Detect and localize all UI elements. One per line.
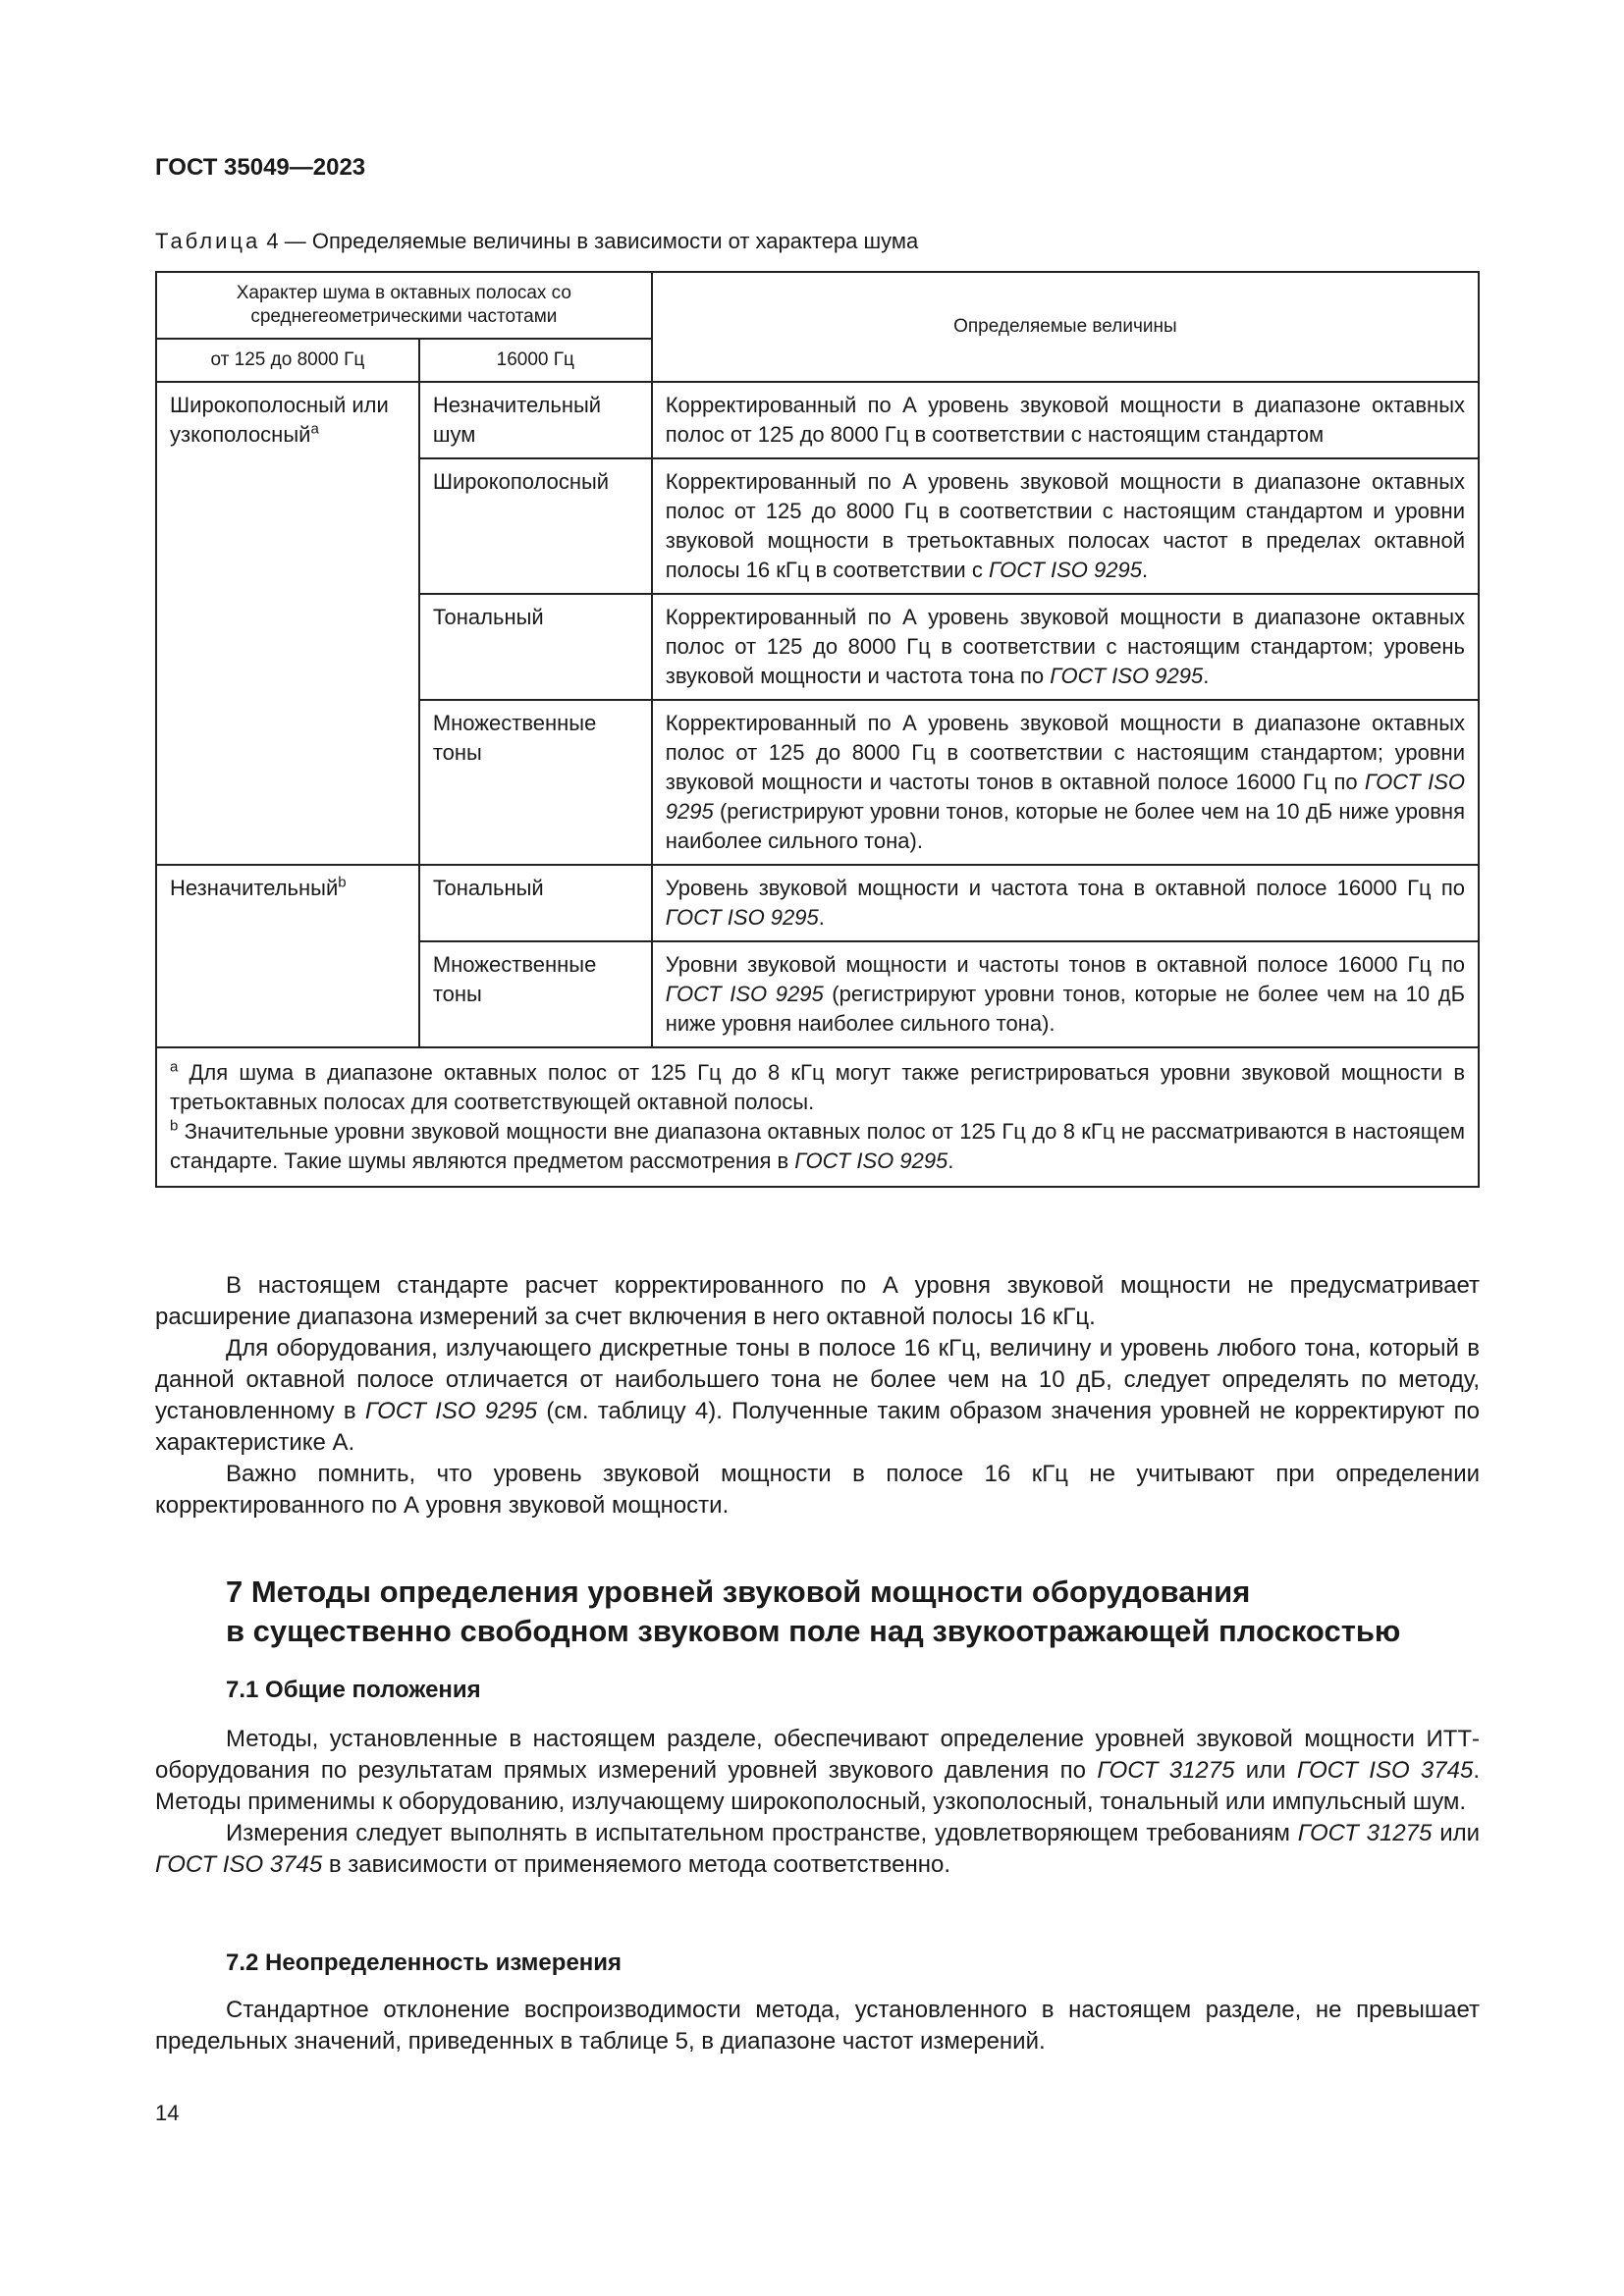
paragraph-2: Для оборудования, излучающего дискретные тоны в полосе 16 кГц, величину и уровень любого тона, который в данной октавной полосе отличается от наибольшего тона не более чем на 10 дБ, следует определять по методу, установленному в ГОСТ ISO 9295 (см. таблицу 4). Полученные таким образом значения уровней не корректируют по характеристике А.	[155, 1335, 1480, 1456]
table-caption-word: Таблица	[155, 229, 261, 253]
paragraph-7-1-1: Методы, установленные в настоящем разделе, обеспечивают определение уровней звуковой мощности ИТТ-оборудования по результатам прямых измерений уровней звукового давления по ГОСТ 31275 или ГОСТ ISO 3745. Методы применимы к оборудованию, излучающему широкополосный, узкополосный, тональный или импульсный шум.	[155, 1726, 1480, 1815]
table-footnotes	[156, 1047, 1479, 1187]
table-header-row	[156, 272, 1479, 339]
subsection-7-2-title: 7.2 Неопределенность измерения	[226, 1949, 623, 1976]
row5-col2: Тональный	[419, 865, 652, 941]
document-code: ГОСТ 35049—2023	[155, 154, 366, 181]
table-caption	[155, 229, 918, 254]
table-row	[156, 382, 1479, 458]
subsection-7-1-title: 7.1 Общие положения	[226, 1677, 481, 1703]
header-16000: 16000 Гц	[419, 339, 652, 382]
footnote-a-ref: a	[310, 420, 319, 438]
group-insignificant-cell	[156, 865, 419, 1047]
section-7-1-text	[155, 1724, 1480, 1881]
table-caption-text: 4 — Определяемые величины в зависимости от характера шума	[266, 229, 919, 253]
paragraph-1: В настоящем стандарте расчет корректированного по А уровня звуковой мощности не предусматривает расширение диапазона измерений за счет включения в него октавной полосы 16 кГц.	[155, 1272, 1480, 1330]
table-4	[155, 271, 1480, 1188]
gost-ref: ГОСТ ISO 9295	[665, 905, 819, 930]
gost-ref: ГОСТ ISO 9295	[364, 1398, 538, 1424]
gost-ref: ГОСТ 31275	[1097, 1757, 1235, 1784]
section-7-title-line2: в существенно свободном звуковом поле над звукоотражающей плоскостью	[226, 1614, 1401, 1648]
row2-col2: Широкополосный	[419, 458, 652, 594]
footnote-b: $^b$ Значительные уровни звуковой мощности вне диапазона октавных полос от 125 Гц до 8 кГц не рассматриваются в настоящем стандарте. Такие шумы являются предметом рассмотрения в ГОСТ ISO 9295.	[170, 1117, 1465, 1173]
header-determined-values: Определяемые величины	[652, 272, 1479, 382]
row4-col3: Корректированный по А уровень звуковой мощности в диапазоне октавных полос от 125 до 8000 Гц в соответствии с настоящим стандартом; уровни звуковой мощности и частоты тонов в октавной полосе 16000 Гц по ГОСТ ISO 9295 (регистрируют уровни тонов, которые не более чем на 10 дБ ниже уровня наиболее сильного тона).	[652, 700, 1479, 865]
section-7-title-line1: 7 Методы определения уровней звуковой мощности оборудования	[226, 1575, 1251, 1609]
body-paragraphs	[155, 1270, 1480, 1522]
group-insignificant-label: Незначительный	[170, 876, 339, 900]
header-125-8000: от 125 до 8000 Гц	[156, 339, 419, 382]
section-7-title	[226, 1573, 1492, 1651]
section-7-2-text	[155, 1995, 1480, 2057]
gost-ref: ГОСТ ISO 9295	[988, 558, 1142, 582]
row1-col2: Незначительный шум	[419, 382, 652, 458]
table-row	[156, 865, 1479, 941]
paragraph-7-1-2: Измерения следует выполнять в испытательном пространстве, удовлетворяющем требованиям ГОСТ 31275 или ГОСТ ISO 3745 в зависимости от применяемого метода соответственно.	[155, 1820, 1481, 1878]
gost-ref: ГОСТ ISO 9295	[1050, 664, 1204, 688]
group-broadband-label: Широкополосный или узкополосный	[170, 393, 389, 447]
gost-ref: ГОСТ ISO 9295	[665, 770, 1465, 824]
row6-col3: Уровни звуковой мощности и частоты тонов в октавной полосе 16000 Гц по ГОСТ ISO 9295 (регистрируют уровни тонов, которые не более чем на 10 дБ ниже уровня наиболее сильного тона).	[652, 941, 1479, 1047]
table-footnotes-row	[156, 1047, 1479, 1187]
footnote-a: $^a$ Для шума в диапазоне октавных полос от 125 Гц до 8 кГц могут также регистрироваться уровни звуковой мощности в третьоктавных полосах для соответствующей октавной полосы.	[170, 1058, 1465, 1114]
row5-col3: Уровень звуковой мощности и частота тона в октавной полосе 16000 Гц по ГОСТ ISO 9295.	[652, 865, 1479, 941]
group-broadband-cell	[156, 382, 419, 865]
row4-col2: Множественные тоны	[419, 700, 652, 865]
header-group-cell: Характер шума в октавных полосах со среднегеометрическими частотами	[156, 272, 652, 339]
row6-col2: Множественные тоны	[419, 941, 652, 1047]
paragraph-3: Важно помнить, что уровень звуковой мощности в полосе 16 кГц не учитывают при определении корректированного по А уровня звуковой мощности.	[155, 1461, 1480, 1519]
paragraph-7-2-1: Стандартное отклонение воспроизводимости метода, установленного в настоящем разделе, не превышает предельных значений, приведенных в таблице 5, в диапазоне частот измерений.	[155, 1997, 1480, 2055]
page-number: 14	[155, 2101, 180, 2125]
gost-ref: ГОСТ ISO 3745	[155, 1851, 323, 1878]
row3-col3: Корректированный по А уровень звуковой мощности в диапазоне октавных полос от 125 до 8000 Гц в соответствии с настоящим стандартом; уровень звуковой мощности и частота тона по ГОСТ ISO 9295.	[652, 594, 1479, 700]
gost-ref: ГОСТ ISO 9295	[665, 982, 824, 1006]
gost-ref: ГОСТ 31275	[1297, 1820, 1433, 1846]
footnote-b-ref: b	[338, 874, 347, 891]
gost-ref: ГОСТ ISO 9295	[794, 1148, 948, 1173]
row3-col2: Тональный	[419, 594, 652, 700]
row1-col3: Корректированный по А уровень звуковой мощности в диапазоне октавных полос от 125 до 8000 Гц в соответствии с настоящим стандартом	[652, 382, 1479, 458]
gost-ref: ГОСТ ISO 3745	[1296, 1757, 1474, 1784]
row2-col3: Корректированный по А уровень звуковой мощности в диапазоне октавных полос от 125 до 8000 Гц в соответствии с настоящим стандартом и уровни звуковой мощности в третьоктавных полосах частот в пределах октавной полосы 16 кГц в соответствии с ГОСТ ISO 9295.	[652, 458, 1479, 594]
